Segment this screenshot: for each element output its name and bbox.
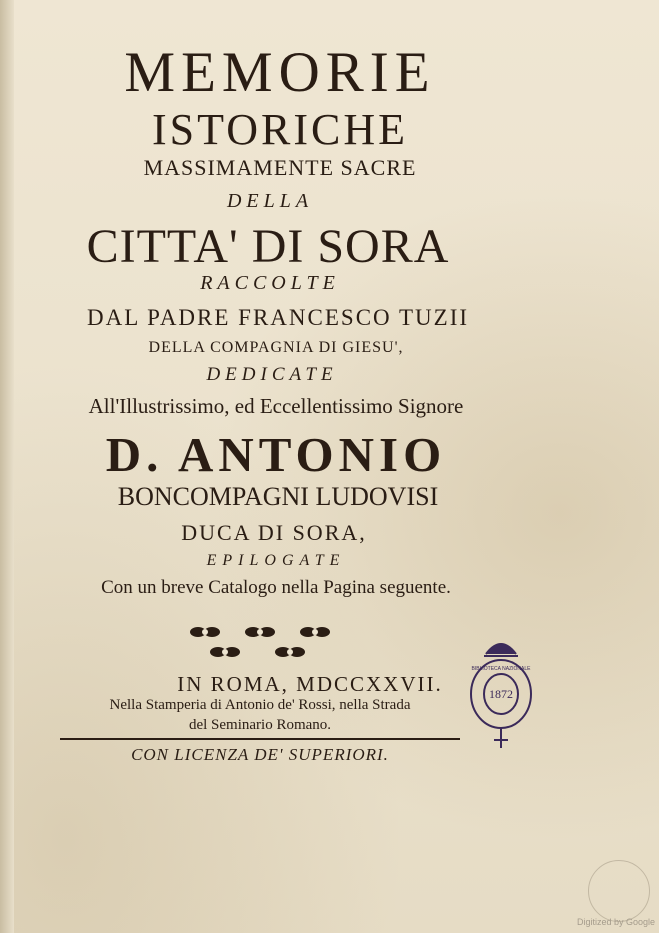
- license-line: CON LICENZA DE' SUPERIORI.: [131, 745, 389, 764]
- embossed-seal: [588, 860, 650, 922]
- imprint-printer-line2: del Seminario Romano.: [188, 717, 332, 733]
- stamp-text: BIBLIOTECA NAZIONALE: [471, 666, 531, 672]
- subtitle-epilogate: EPILOGATE: [206, 552, 346, 569]
- imprint-rule: [60, 738, 460, 740]
- subtitle-massimamente-sacre: MASSIMAMENTE SACRE: [143, 155, 417, 180]
- dedication-line: All'Illustrissimo, ed Eccellentissimo Signore: [88, 394, 464, 418]
- author-order-line: DELLA COMPAGNIA DI GIESU',: [148, 339, 404, 356]
- stamp-year: 1872: [489, 687, 513, 701]
- subtitle-dedicate: DEDICATE: [206, 364, 338, 385]
- subtitle-raccolte: RACCOLTE: [200, 272, 340, 294]
- imprint-printer-line1: Nella Stamperia di Antonio de' Rossi, nella Strada: [109, 697, 411, 713]
- imprint-place-date: IN ROMA, MDCCXXVII.: [177, 672, 443, 696]
- dedicatee-title: DUCA DI SORA,: [181, 520, 367, 545]
- author-line: DAL PADRE FRANCESCO TUZII: [86, 305, 470, 330]
- title-line-memorie: MEMORIE: [124, 41, 436, 104]
- title-line-istoriche: ISTORICHE: [152, 105, 408, 154]
- subtitle-della: DELLA: [226, 190, 314, 212]
- catalogue-note: Con un breve Catalogo nella Pagina seguente.: [101, 577, 451, 598]
- printers-ornament: [180, 622, 350, 662]
- dedicatee-name: D. ANTONIO: [105, 427, 447, 482]
- digitization-watermark: Digitized by Google: [576, 917, 655, 927]
- dedicatee-family: BONCOMPAGNI LUDOVISI: [117, 482, 439, 511]
- title-line-citta-di-sora: CITTA' DI SORA: [86, 220, 450, 273]
- library-stamp-icon: [466, 632, 536, 750]
